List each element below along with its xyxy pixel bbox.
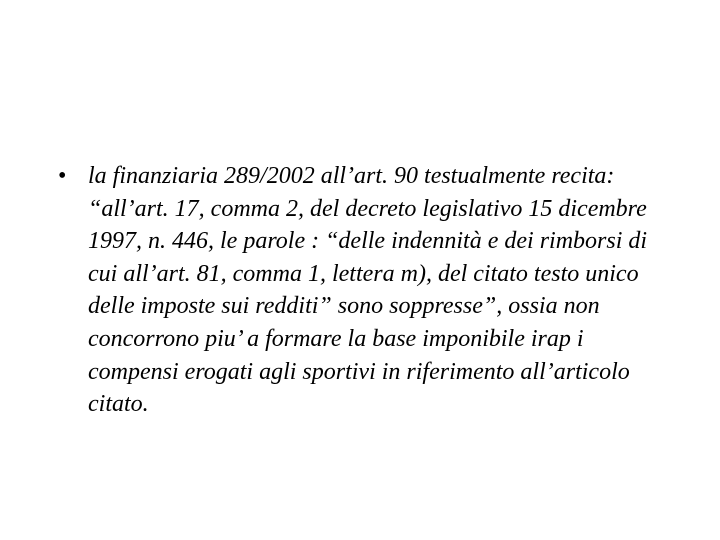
bullet-text: la finanziaria 289/2002 all’art. 90 testualmente recita: “all’art. 17, comma 2, del decreto legislativo 15 dicembre 1997, n. 446, le parole : “delle indennità e dei rimborsi di cui all’art. 81, comma 1, lettera m), del citato testo unico delle imposte sui redditi” sono soppresse”, ossia non concorrono piu’ a formare la base imponibile irap i compensi erogati agli sportivi in riferimento all’articolo citato.: [88, 163, 648, 418]
bullet-marker: •: [58, 163, 67, 189]
bullet-list: [58, 160, 668, 421]
bullet-item: [58, 160, 668, 421]
